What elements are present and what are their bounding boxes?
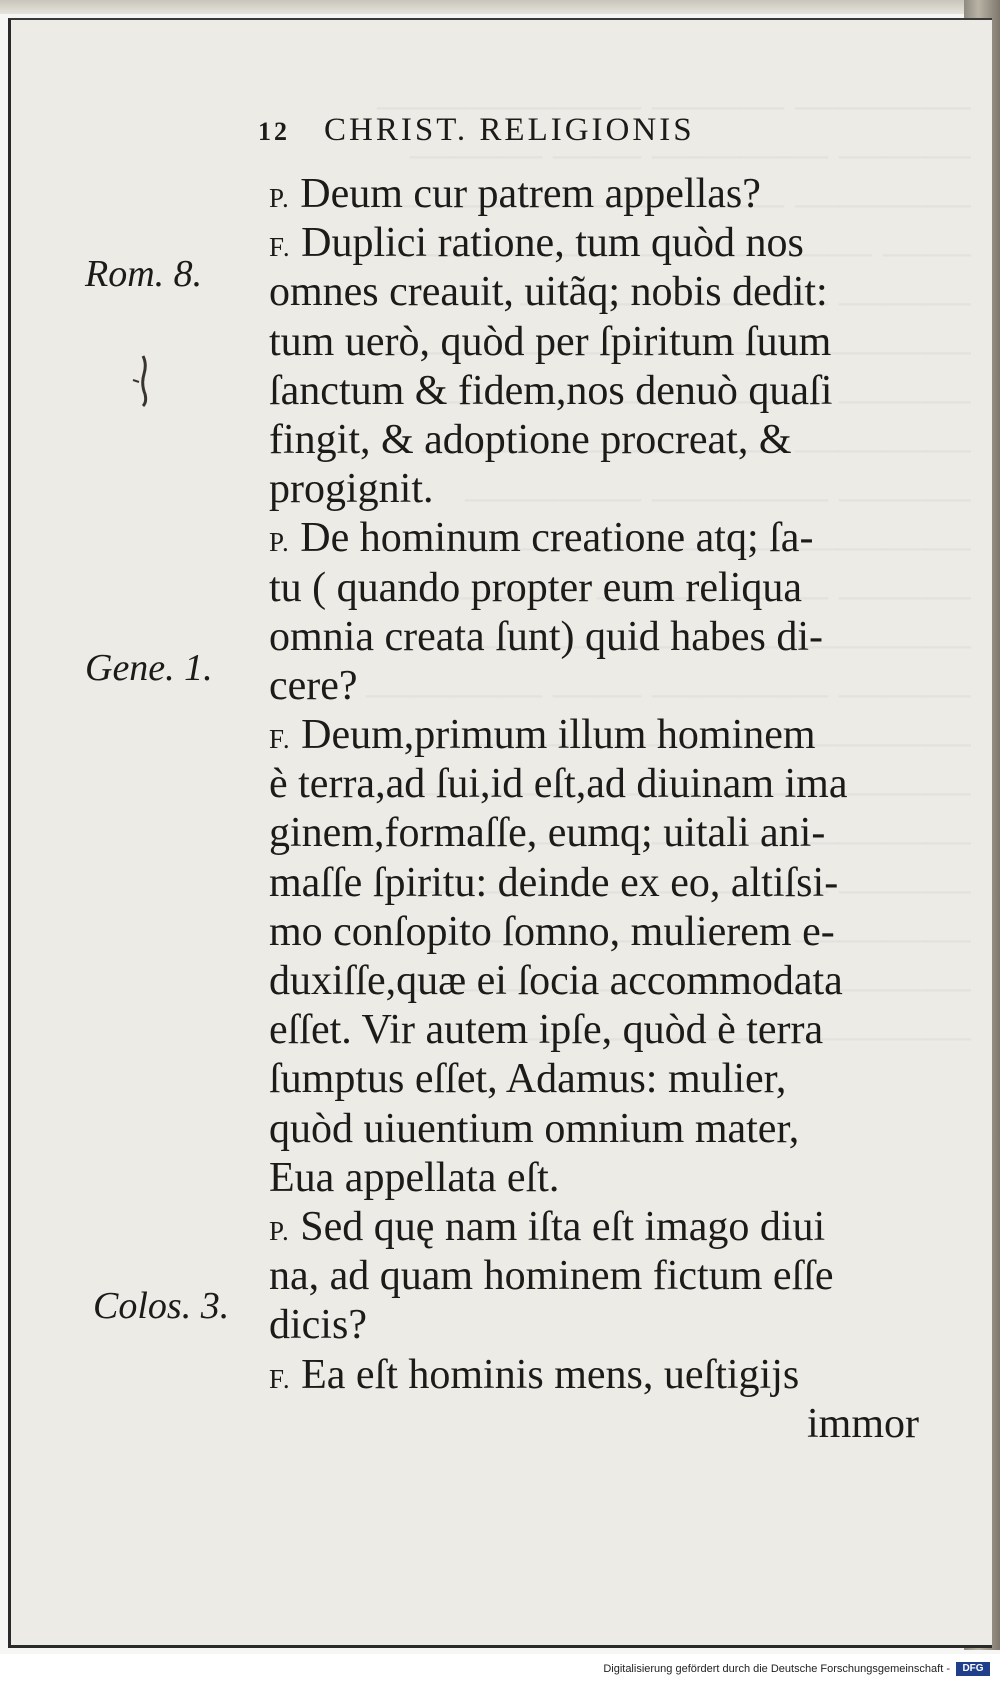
line-text: immor bbox=[807, 1400, 919, 1447]
text-line bbox=[269, 465, 919, 514]
text-line bbox=[269, 711, 919, 760]
text-line bbox=[269, 1006, 919, 1055]
margin-note-gene: Gene. 1. bbox=[85, 647, 213, 689]
line-text: omnia creata ſunt) quid habes di- bbox=[269, 613, 823, 660]
line-text: dicis? bbox=[269, 1302, 367, 1349]
line-text: ſanctum & fidem,nos denuò quaſi bbox=[269, 367, 833, 414]
line-text: omnes creauit, uitãq; nobis dedit: bbox=[269, 269, 828, 316]
body-text bbox=[269, 170, 919, 1449]
line-text: quòd uiuentium omnium mater, bbox=[269, 1105, 800, 1152]
text-line bbox=[269, 613, 919, 662]
text-line bbox=[269, 1400, 919, 1449]
line-text: na, ad quam hominem fictum eſſe bbox=[269, 1253, 834, 1300]
line-text: ſumptus eſſet, Adamus: mulier, bbox=[269, 1056, 787, 1103]
text-line bbox=[269, 514, 919, 563]
text-line bbox=[269, 170, 919, 219]
speaker-marker: P. bbox=[269, 183, 290, 213]
text-line bbox=[269, 957, 919, 1006]
text-line bbox=[269, 1105, 919, 1154]
running-header bbox=[258, 112, 695, 149]
margin-note-rom: Rom. 8. bbox=[85, 253, 203, 295]
text-line bbox=[269, 1301, 919, 1350]
speaker-marker: P. bbox=[269, 1215, 290, 1246]
line-text: eſſet. Vir autem ipſe, quòd è terra bbox=[269, 1007, 824, 1054]
text-line bbox=[269, 219, 919, 268]
line-text: progignit. bbox=[269, 466, 434, 513]
line-text: ginem,formaſſe, eumq; uitali ani- bbox=[269, 810, 826, 857]
line-text: maſſe ſpiritu: deinde ex eo, altiſsi- bbox=[269, 859, 839, 906]
line-text: tu ( quando propter eum reliqua bbox=[269, 564, 802, 611]
speaker-marker: F. bbox=[269, 1363, 291, 1394]
line-text: cere? bbox=[269, 662, 358, 709]
line-text: Deum cur patrem appellas? bbox=[289, 171, 761, 217]
text-line bbox=[269, 1351, 919, 1400]
text-line bbox=[269, 662, 919, 711]
book-page bbox=[8, 18, 992, 1648]
text-line bbox=[269, 1252, 919, 1301]
text-line bbox=[269, 564, 919, 613]
speaker-marker: F. bbox=[269, 232, 291, 263]
line-text: Deum,primum illum hominem bbox=[290, 712, 816, 759]
line-text: tum uerò, quòd per ſpiritum ſuum bbox=[269, 318, 832, 365]
line-text: Duplici ratione, tum quòd nos bbox=[290, 220, 804, 267]
text-line bbox=[269, 1154, 919, 1203]
text-line bbox=[269, 908, 919, 957]
text-line bbox=[269, 367, 919, 416]
page-number: 12 bbox=[258, 117, 290, 146]
line-text: Ea eſt hominis mens, ueſtigijs bbox=[290, 1351, 800, 1398]
speaker-marker: P. bbox=[269, 527, 290, 558]
speaker-marker: F. bbox=[269, 724, 291, 755]
line-text: fingit, & adoptione procreat, & bbox=[269, 416, 792, 463]
text-line bbox=[269, 760, 919, 809]
margin-note-colos: Colos. 3. bbox=[93, 1285, 230, 1327]
line-text: Eua appellata eſt. bbox=[269, 1154, 560, 1201]
line-text: è terra,ad ſui,id eſt,ad diuinam ima bbox=[269, 761, 848, 808]
text-line bbox=[269, 318, 919, 367]
text-line bbox=[269, 1055, 919, 1104]
text-line bbox=[269, 859, 919, 908]
line-text: Sed quę nam iſta eſt imago diui bbox=[289, 1203, 826, 1250]
scan-top-strip bbox=[0, 0, 1000, 14]
dfg-logo: DFG bbox=[956, 1662, 990, 1676]
text-line bbox=[269, 809, 919, 858]
ink-mark-glyph bbox=[129, 350, 159, 410]
running-title: CHRIST. RELIGIONIS bbox=[324, 112, 695, 148]
line-text: mo conſopito ſomno, mulierem e- bbox=[269, 908, 835, 955]
footer-bar bbox=[0, 1654, 1000, 1690]
text-line bbox=[269, 416, 919, 465]
footer-credit: Digitalisierung gefördert durch die Deutsche Forschungsgemeinschaft - bbox=[603, 1663, 950, 1675]
line-text: De hominum creatione atq; ſa- bbox=[289, 515, 814, 562]
line-text: duxiſſe,quæ ei ſocia accommodata bbox=[269, 958, 843, 1004]
text-line bbox=[269, 268, 919, 317]
text-line bbox=[269, 1203, 919, 1252]
